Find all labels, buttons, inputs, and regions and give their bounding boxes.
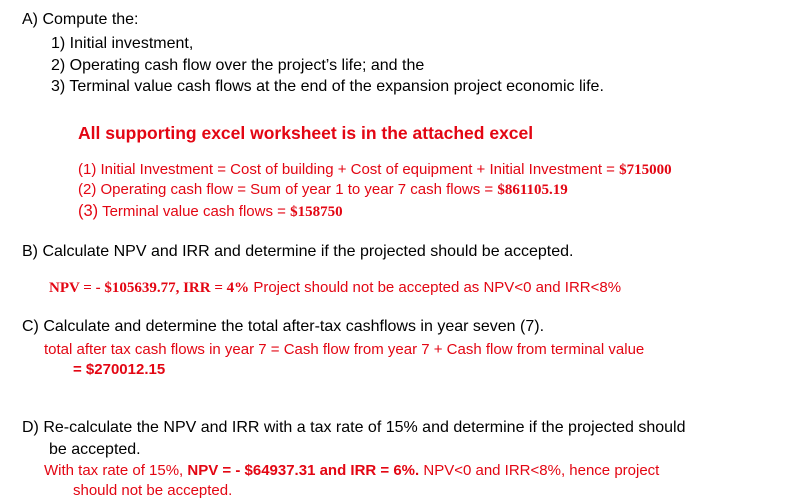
answer-a1 [78,162,672,178]
section-a-item-1: 1) Initial investment, [51,35,194,52]
section-a-heading: A) Compute the: [22,11,139,28]
section-a-item-2: 2) Operating cash flow over the project’s life; and the [51,57,425,74]
answer-a3-label: Terminal value cash flows = [98,203,291,220]
section-c-question: C) Calculate and determine the total after-tax cashflows in year seven (7). [22,318,545,335]
section-d-answer-line-2: should not be accepted. [73,482,233,499]
answer-a1-label: (1) Initial Investment = Cost of building + Cost of equipment + Initial Investment = [78,161,620,178]
npv-irr-values-d: NPV = - $64937.31 and IRR = 6%. [187,462,420,479]
section-c-answer-line-1: total after tax cash flows in year 7 = Cash flow from year 7 + Cash flow from terminal value [44,341,645,358]
section-b-answer-text: Project should not be accepted as NPV<0 and IRR<8% [249,279,622,296]
section-b-answer [49,280,621,296]
section-b-question: B) Calculate NPV and IRR and determine if the projected should be accepted. [22,243,574,260]
answer-a2-value: $861105.19 [497,182,568,198]
answer-a3 [78,203,343,220]
section-d-question-line-2: be accepted. [49,441,141,458]
section-d-question-line-1: D) Re-calculate the NPV and IRR with a tax rate of 15% and determine if the projected should [22,419,686,436]
section-d-answer-line-1 [44,463,659,478]
answer-a1-value: $715000 [619,162,672,178]
section-d-answer-suffix: NPV<0 and IRR<8%, hence project [419,462,660,479]
section-a-item-3: 3) Terminal value cash flows at the end of the expansion project economic life. [51,78,604,95]
npv-irr-values-b: NPV = - $105639.77, IRR = 4% [49,280,250,296]
answer-a2 [78,182,568,198]
answer-a2-label: (2) Operating cash flow = Sum of year 1 to year 7 cash flows = [78,181,498,198]
answer-a3-number: (3) [78,202,99,220]
section-c-answer-line-2: = $270012.15 [73,361,166,378]
section-d-answer-prefix: With tax rate of 15%, [44,462,188,479]
answer-a3-value: $158750 [290,204,343,220]
excel-note: All supporting excel worksheet is in the attached excel [78,123,534,143]
